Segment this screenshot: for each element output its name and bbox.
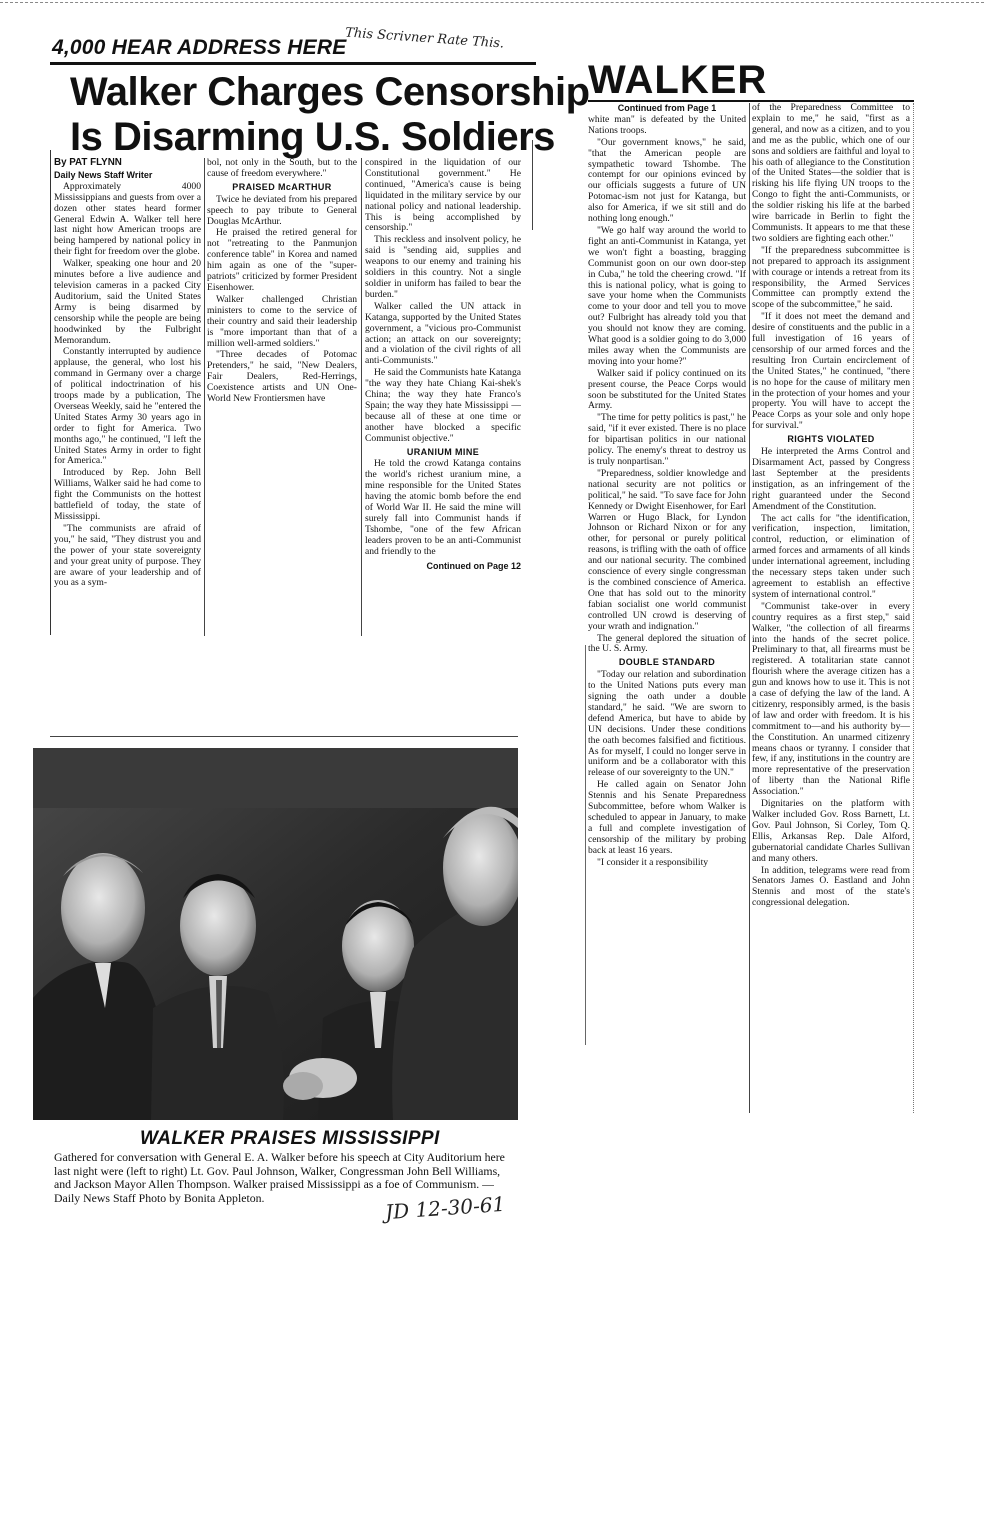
paragraph: He called again on Senator John Stennis and his Senate Preparedness Subcommittee, before whom Walker is scheduled to appear in January, to make a full and complete investigation of censorship of the military by probing back at least 16 years. — [588, 779, 746, 856]
handwritten-note-bottom: JD 12-30-61 — [384, 1191, 506, 1225]
paragraph: Walker said if policy continued on its present course, the Peace Corps would soon be substituted for the United States Army. — [588, 367, 746, 412]
paragraph: bol, not only in the South, but to the cause of freedom everywhere." — [207, 158, 357, 179]
continuation-headline: WALKER — [588, 58, 768, 102]
paragraph: The general deplored the situation of the U. S. Army. — [588, 632, 746, 655]
paragraph: He told the crowd Katanga contains the world's richest uranium mine, a mine responsible for the United States having the atomic bomb before the end of World War II. He said the mine will surely fall into Communist hands if Tshombe, "one of the few African leaders proven to be an anti-Communist and friendly to the — [365, 458, 521, 557]
article-column-1 — [54, 158, 201, 638]
photo-caption-title: WALKER PRAISES MISSISSIPPI — [140, 1128, 440, 1149]
continued-from-page-1: Continued from Page 1 — [617, 103, 717, 113]
paragraph: "If the preparedness subcommittee is not prepared to approach its assignment with courage or intends a retreat from its responsibility, the Armed Services Committee can promptly extend the scope of the subcommittee," he said. — [752, 244, 910, 311]
subhead-praised-mcarthur: PRAISED McARTHUR — [232, 181, 332, 192]
handwritten-note-top: This Scrivner Rate This. — [344, 25, 505, 52]
subhead-uranium-mine: URANIUM MINE — [406, 446, 480, 457]
paragraph: The act calls for "the identification, verification, inspection, limitation, control, reduction, or elimination of armed forces and armaments of all kinds under international agreement, including the necessary steps taken under such agreement to establish an effective system of international control." — [752, 512, 910, 600]
column-rule — [361, 158, 362, 636]
column-rule — [204, 158, 205, 636]
news-photo-image — [33, 748, 518, 1120]
left-margin-rule — [50, 150, 51, 635]
paragraph: He praised the retired general for not "retreating to the Panmunjon conference table" in Korea and named him again as one of the "super-patriots" criticized by former President Eisenhower. — [207, 227, 357, 293]
paragraph: Constantly interrupted by audience applause, the general, who lost his command in Germany over a charge of political indoctrination of his troops made by a publication, The Overseas Weekly, said he "entered the United States Army 30 years ago in order to fight for America. Two months ago," he continued, "I left the United States Army in order to fight for America." — [54, 346, 201, 467]
column-rule — [585, 645, 586, 1045]
paragraph: "Today our relation and subordination to the United Nations puts every man signing the oath under a double standard," he said. "We are sworn to defend America, but have to abide by UN decisions. Under these conditions the oath becomes falsified and fictitious. As for myself, I could no longer serve in uniform and be a collaborator with this release of our sovereignty to the UN." — [588, 669, 746, 779]
paragraph: He said the Communists hate Katanga "the way they hate Chiang Kai-shek's China; the way they hate Franco's Spain; the way they hate Mississippi — because all of these at one time or another have blocked a specific Communist objective." — [365, 367, 521, 444]
paragraph: Twice he deviated from his prepared speech to pay tribute to General Douglas McArthur. — [207, 193, 357, 227]
subhead-rights-violated: RIGHTS VIOLATED — [787, 434, 875, 445]
paragraph: He interpreted the Arms Control and Disarmament Act, passed by Congress last September at the presidents instigation, as an infringement of the right guaranteed under the Second Amendment of the Constitution. — [752, 446, 910, 512]
paragraph: "The communists are afraid of you," he said, "They distrust you and the power of your state sovereignty and your great unity of purpose. They are aware of your leadership and of you as a sym- — [54, 522, 201, 589]
column-rule — [913, 103, 914, 1113]
paragraph: of the Preparedness Committee to explain to me," he said, "first as a general, and now as a citizen, and to you and me as the public, which one of our sons and soldiers are faithful and loyal to his oath of allegiance to the Constitution of the United States—the soldier that is risking his life flying UN troops to the Congo to fight the anti-Communists, or the soldier risking his life at the barbed wire barricade in Berlin to fight the Communists. It appears to me that these two soldiers are fighting each other." — [752, 103, 910, 244]
section-rule — [50, 736, 518, 737]
byline-name: By PAT FLYNN — [54, 158, 122, 168]
paragraph: "The time for petty politics is past," he said, "if it ever existed. There is no place for bipartisan politics in our national policy. The enemy's threat to destroy us is truly nonpartisan." — [588, 412, 746, 467]
paragraph: "If it does not meet the demand and desire of constituents and the public in a full investigation of 16 years of censorship of our armed forces and the resulting Iron Curtain encirclement of the United States," he continued, "there is no hope for the cause of military men in the protection of your homes and your property. You will have to accept the Peace Corps as your sole and only hope for survival." — [752, 311, 910, 432]
continuation-column-2 — [752, 103, 910, 1113]
headline-line-1: Walker Charges Censorship — [70, 70, 590, 114]
paragraph: "Communist take-over in every country requires as a first step," said Walker, "the collection of all firearms into the hands of the secret police. Preliminary to that, all firearms must be registered. A totalitarian state cannot flourish where the average citizen has a gun and knows how to use it. This is not a case of defying the law of the land. A citizenry, responsibly armed, is the basis of law and order with freedom. It is his commitment to—and his authority by—the Constitution. An unarmed citizenry means chaos or tyranny. I consider that few, if any, institutions in the country are more representative of the preservation of liberty than the National Rifle Association." — [752, 600, 910, 798]
continuation-column-1 — [588, 103, 746, 1048]
paragraph: Introduced by Rep. John Bell Williams, Walker said he had come to fight the Communists on the hottest battlefield of today, the state of Mississippi. — [54, 467, 201, 522]
kicker-rule — [50, 62, 536, 65]
column-rule — [532, 140, 533, 230]
paragraph: white man" is defeated by the United Nations troops. — [588, 113, 746, 136]
paragraph: Walker, speaking one hour and 20 minutes before a live audience and television cameras in a packed City Auditorium, said the United States Army is being disarmed by censorship while the people are being hoodwinked by the Fulbright Memorandum. — [54, 258, 201, 346]
paragraph: This reckless and insolvent policy, he said is "sending aid, supplies and weapons to our enemy and training his soldiers in this country. Not a single soldier in uniform has failed to bear the burden." — [365, 234, 521, 300]
column-rule — [749, 103, 750, 1113]
article-column-2 — [207, 158, 357, 458]
paragraph: In addition, telegrams were read from Senators James O. Eastland and John Stennis and most of the state's congressional delegation. — [752, 864, 910, 909]
paragraph: "Our government knows," he said, "that the American people are sympathetic toward Tshombe. The contempt for our opinions evinced by our officials suggests a future of UN Potomac-ism not just for Katanga, but also for America, if we sit still and do nothing long enough." — [588, 136, 746, 225]
paragraph: "We go half way around the world to fight an anti-Communist in Katanga, yet we won't fight a boasting, bragging Communist goon on our own door-step in Cuba," he told the cheering crowd. "If this is national policy, what is going to save your home when the Communists come to your door and tell you to move out? Fulbright has already told you that you should not know they are coming. What good is a soldier going to do 3,000 miles away when the Communists are moving into your home?" — [588, 224, 746, 367]
photo-caption-text: Gathered for conversation with General E. A. Walker before his speech at City Auditorium here last night were (left to right) Lt. Gov. Paul Johnson, Walker, Congressman John Bell Williams, and Jackson Mayor Allen Thompson. Walker praised Mississippi as a foe of Communism. — Daily News Staff Photo by Bonita Appleton. — [54, 1150, 505, 1205]
paragraph: Walker challenged Christian ministers to come to the service of their country and said their leadership is "more important than that of a million well-armed soldiers." — [207, 293, 357, 349]
paragraph: "Preparedness, soldier knowledge and national security are not politics or political," he said. "To save face for John Kennedy or Dwight Eisenhower, for Earl Warren or Hugo Black, for Lyndon Johnson or Richard Nixon or for any other, for personal or purely political reasons, is trifling with the oath of office and our national security. The combined conscience of every single congressman is the combined conscience of America. One that has sold out to the minority fabian socialist one world communist controlled UN crowd is deserving of your wrath and indignation." — [588, 467, 746, 632]
paragraph: "I consider it a responsibility — [597, 856, 709, 868]
news-photo — [33, 748, 518, 1120]
headline-line-2: Is Disarming U.S. Soldiers — [70, 115, 555, 159]
page-top-edge — [0, 2, 984, 3]
article-column-3 — [365, 158, 521, 642]
kicker-headline: 4,000 HEAR ADDRESS HERE — [52, 36, 347, 59]
paragraph: Approximately 4000 Mississippians and guests from over a dozen other states heard former General Edwin A. Walker tell here last night how American troops are being hampered by national policy in their fight for freedom over the globe. — [54, 180, 201, 258]
paragraph: Dignitaries on the platform with Walker included Gov. Ross Barnett, Lt. Gov. Paul Johnson, Si Corley, Tom Q. Ellis, Arkansas Rep. Dale Alford, gubernatorial candidate Charles Sullivan and many others. — [752, 798, 910, 864]
continuation-rule — [588, 100, 914, 102]
paragraph: Walker called the UN attack in Katanga, supported by the United States government, a "vicious pro-Communist action; an attack on our sovereignty; and a violation of the civil rights of all anti-Communists." — [365, 300, 521, 367]
paragraph: "Three decades of Potomac Pretenders," he said, "New Dealers, Fair Dealers, Red-Herrings, Coexistence artists and UN One-World New Frontiersmen have — [207, 349, 357, 405]
paragraph: conspired in the liquidation of our Constitutional government." He continued, "America's cause is being liquidated in the military service by our national policy and national leadership. This is being accomplished by censorship." — [365, 158, 521, 234]
byline-role: Daily News Staff Writer — [54, 169, 153, 180]
subhead-double-standard: DOUBLE STANDARD — [618, 657, 716, 668]
continued-on-page-12: Continued on Page 12 — [426, 560, 521, 571]
main-headline — [70, 70, 590, 160]
